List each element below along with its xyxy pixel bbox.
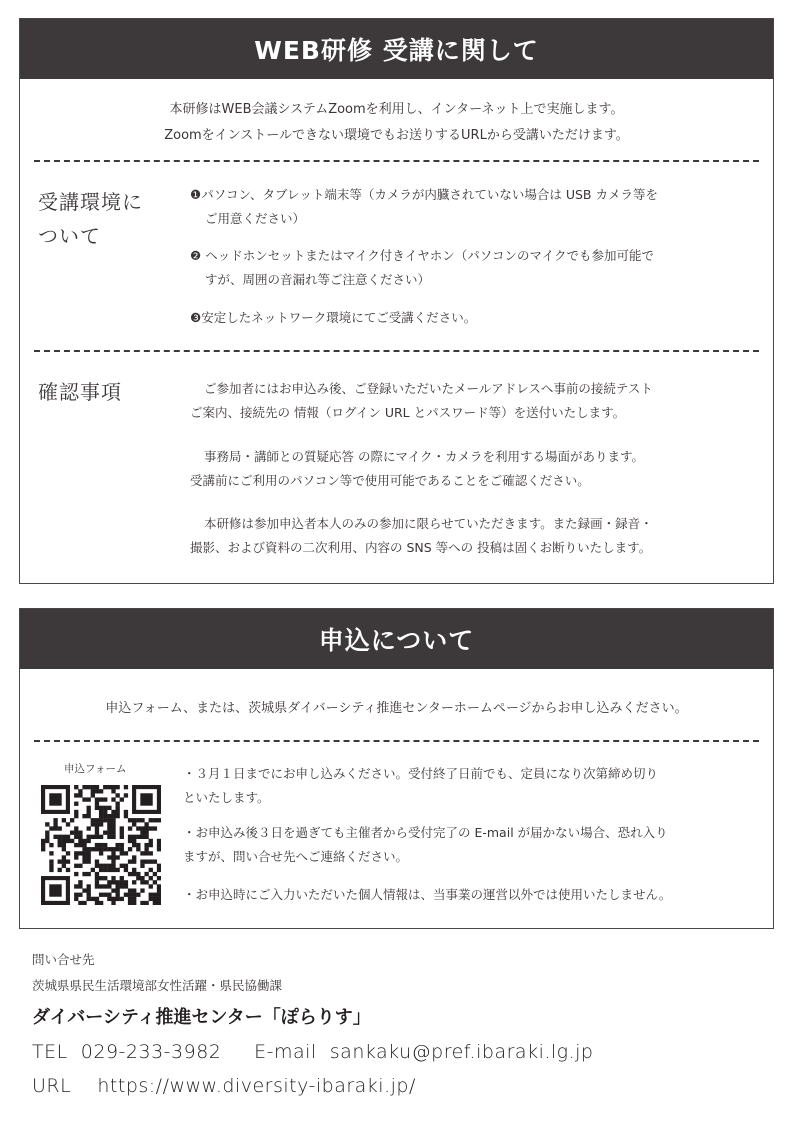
apply-bullet-text: ・お申込み後３日を過ぎても主催者から受付完了の E-mail が届かない場合、恐れ入り [183,825,668,840]
url-label: URL [32,1075,72,1097]
apply-bullet-1 [183,762,768,810]
check-label: 確認事項 [38,380,122,404]
check-para-text: 本研修は参加申込者本人のみの参加に限らせていただきます。また録画・録音・ [204,516,653,531]
qr-code-icon[interactable] [41,785,161,905]
apply-bullet-text: ・お申込時にご入力いただいた個人情報は、当事業の運営以外では使用いたしません。 [183,887,672,902]
env-item-text: パソコン、タブレット端末等（カメラが内臓されていない場合は USB カメラ等を [201,187,658,202]
env-item-text: ヘッドホンセットまたはマイク付きイヤホン（パソコンのマイクでも参加可能で [201,248,654,263]
url-link[interactable]: https://www.diversity-ibaraki.jp/ [97,1075,416,1097]
env-label-line: 受講環境に [38,190,143,214]
web-training-title: WEB研修 受講に関して [20,19,773,79]
contact-heading: 問い合せ先 [32,952,95,967]
apply-intro: 申込フォーム、または、茨城県ダイバーシティ推進センターホームページからお申し込みください。 [105,701,688,716]
check-para-text: ご案内、接続先の 情報（ログイン URL とパスワード等）を送付いたします。 [190,405,626,420]
web-intro-line: 本研修はWEB会議システムZoomを利用し、インターネット上で実施します。 [169,102,624,117]
apply-bullet-text: ・３月１日までにお申し込みください。受付終了日前でも、定員になり次第締め切り [183,766,659,781]
env-item-text: すが、周囲の音漏れ等ご注意ください） [205,272,431,287]
divider [34,350,759,352]
apply-bullet-text: ますが、問い合せ先へご連絡ください。 [183,849,409,864]
center-name: ダイバーシティ推進センター「ぽらりす」 [32,1007,371,1028]
web-intro [20,97,773,149]
tel-number[interactable]: 029-233-3982 [80,1041,222,1063]
check-para-3 [190,512,760,560]
apply-bullet-3 [183,883,768,907]
qr-label: 申込フォーム [64,763,127,775]
divider [34,160,759,162]
tel-label: TEL [32,1041,68,1063]
check-para-2 [190,445,760,493]
apply-box [19,608,774,929]
apply-bullet-2 [183,821,768,869]
env-item-3 [190,306,760,330]
check-para-text: 事務局・講師との質疑応答 の際にマイク・カメラを利用する場面があります。 [204,449,644,464]
divider [34,740,759,742]
check-para-text: 受講前にご利用のパソコン等で使用可能であることをご確認ください。 [190,473,590,488]
contact-url [32,1075,416,1097]
env-item-2 [190,244,760,292]
env-item-1 [190,183,760,231]
apply-bullet-text: といたします。 [183,790,270,805]
web-intro-line: Zoomをインストールできない環境でもお送りするURLから受講いただけます。 [164,128,629,143]
check-para-text: ご参加者にはお申込み後、ご登録いただいたメールアドレスへ事前の接続テスト [204,381,653,396]
check-para-text: 撮影、および資料の二次利用、内容の SNS 等への 投稿は固くお断りいたします。 [190,540,652,555]
env-item-text: ご用意ください） [205,211,306,226]
number-3-icon: ❸ [190,310,202,325]
email-link[interactable]: sankaku@pref.ibaraki.lg.jp [329,1041,594,1063]
check-para-1 [190,377,760,425]
env-label [38,185,143,253]
contact-dept: 茨城県県民生活環境部女性活躍・県民協働課 [32,978,283,993]
web-training-box [19,18,774,584]
number-2-icon: ❷ [190,248,202,263]
apply-title: 申込について [20,609,773,669]
env-label-line: ついて [38,224,101,248]
contact-tel-email [32,1041,593,1063]
env-item-text: 安定したネットワーク環境にてご受講ください。 [201,310,477,325]
email-label: E-mail [254,1041,317,1063]
number-1-icon: ❶ [190,187,202,202]
